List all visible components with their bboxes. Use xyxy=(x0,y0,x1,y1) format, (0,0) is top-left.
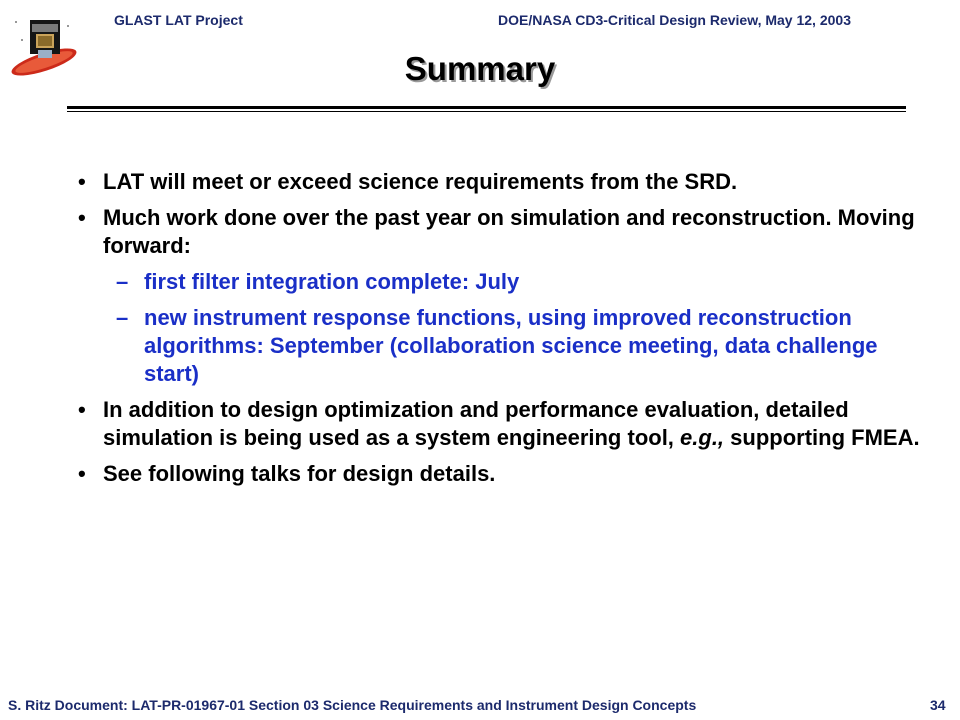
slide-title: Summary xyxy=(404,50,556,87)
bullet-text: See following talks for design details. xyxy=(103,461,496,486)
bullet-item xyxy=(78,168,928,196)
header-review: DOE/NASA CD3-Critical Design Review, May 12, 2003 xyxy=(498,12,851,28)
bullet-text xyxy=(103,396,928,452)
bullet-text-part: In addition to design optimization and performance evaluation, detailed simulation is being used as a system engineering tool, xyxy=(103,397,849,450)
slide-body xyxy=(78,168,928,496)
bullet-item xyxy=(78,396,928,452)
title-rule-thin xyxy=(67,111,906,112)
sub-bullet-item xyxy=(116,304,928,388)
sub-bullet-text: new instrument response functions, using improved reconstruction algorithms: September (collaboration science meeting, data challenge start) xyxy=(144,305,878,386)
bullet-marker: • xyxy=(78,169,86,194)
footer-document-info: S. Ritz Document: LAT-PR-01967-01 Section 03 Science Requirements and Instrument Design Concepts xyxy=(8,697,697,713)
bullet-marker: • xyxy=(78,397,86,422)
bullet-marker: • xyxy=(78,205,86,230)
bullet-text: Much work done over the past year on simulation and reconstruction. Moving forward: xyxy=(103,205,915,258)
bullet-text-part: supporting FMEA. xyxy=(724,425,920,450)
header-project: GLAST LAT Project xyxy=(114,12,243,28)
bullet-text-italic: e.g., xyxy=(680,425,725,450)
bullet-item xyxy=(78,460,928,488)
bullet-item xyxy=(78,204,928,260)
title-rule xyxy=(67,106,906,109)
sub-bullet-marker: – xyxy=(116,305,129,330)
sub-bullet-item xyxy=(116,268,928,296)
sub-bullet-marker: – xyxy=(116,269,129,294)
page-number: 34 xyxy=(930,697,946,713)
sub-bullet-text: first filter integration complete: July xyxy=(144,269,520,294)
bullet-text: LAT will meet or exceed science requirements from the SRD. xyxy=(103,169,738,194)
bullet-marker: • xyxy=(78,461,86,486)
